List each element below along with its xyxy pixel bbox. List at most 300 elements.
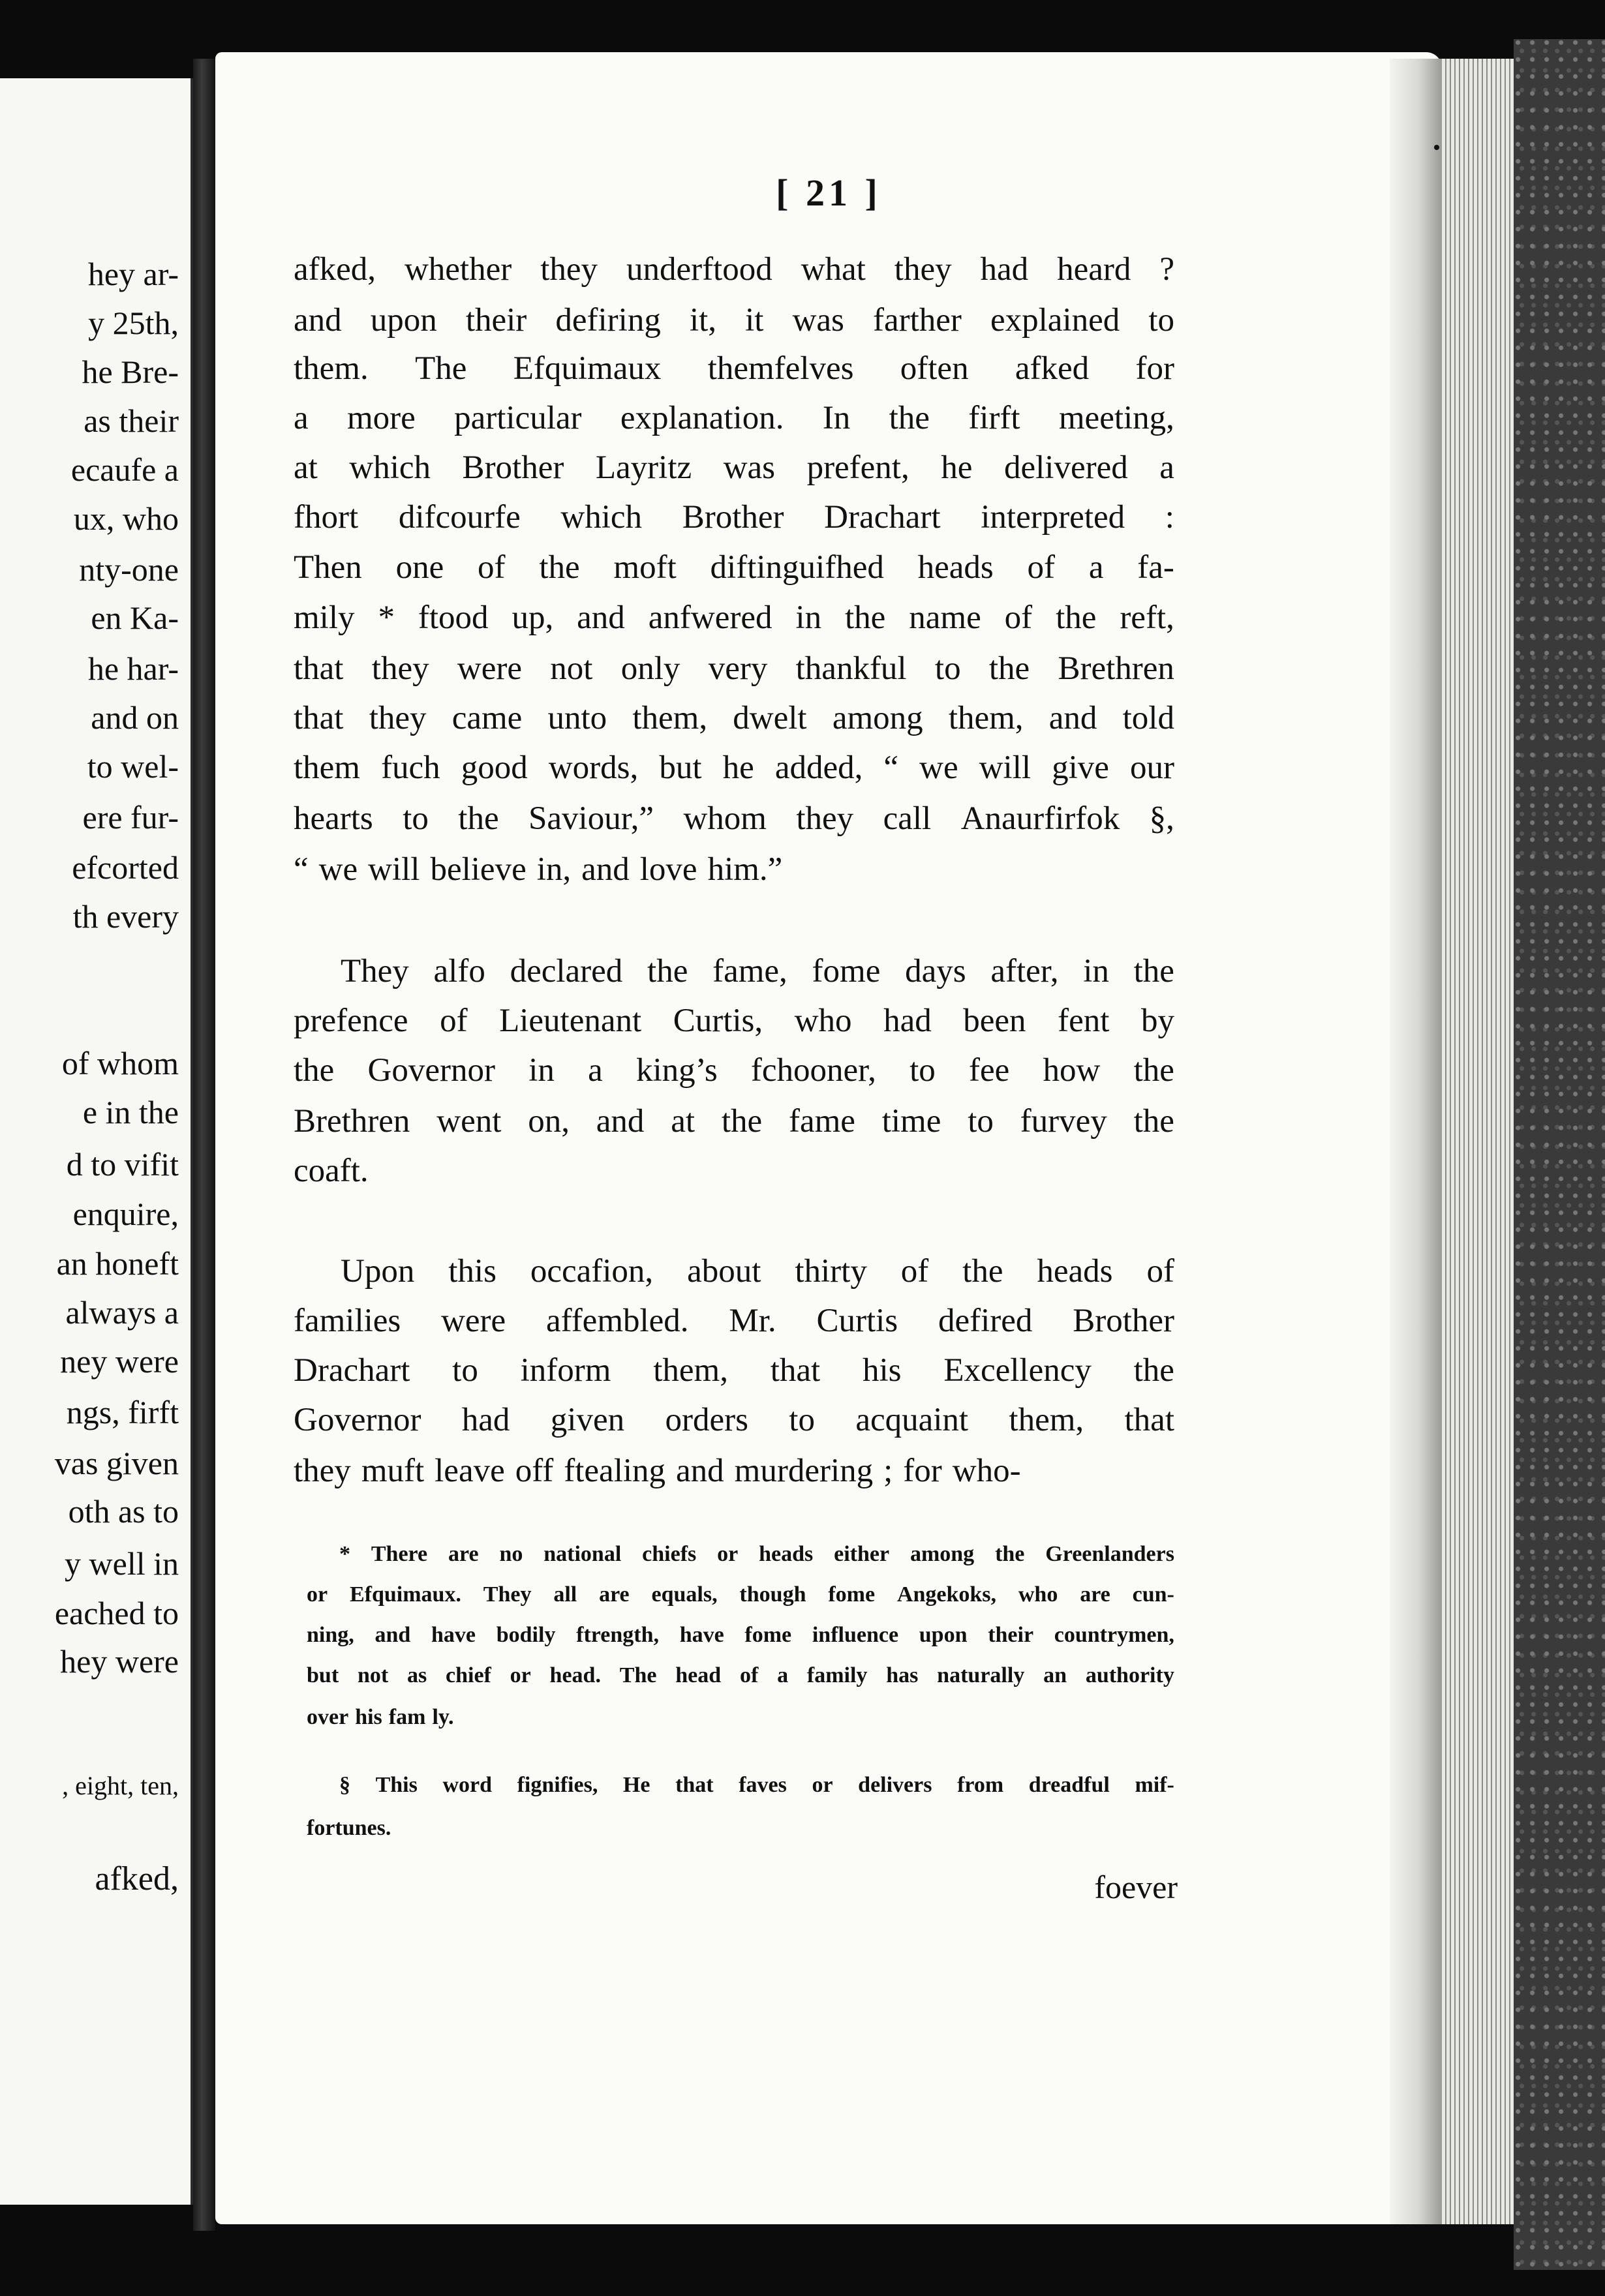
- word: equals,: [651, 1582, 718, 1607]
- word: mif-: [1135, 1773, 1174, 1797]
- current-page: [215, 52, 1442, 2224]
- word: Anaurfirfok: [960, 800, 1120, 837]
- word: very: [708, 650, 768, 687]
- word: the: [1133, 1052, 1174, 1089]
- word: fame: [788, 1103, 855, 1140]
- word: an: [1043, 1663, 1067, 1687]
- word: afked: [1015, 350, 1090, 387]
- text-line: [341, 955, 1174, 988]
- word: affembled.: [546, 1303, 689, 1339]
- word: have: [679, 1623, 724, 1647]
- word: Excellency: [943, 1352, 1092, 1389]
- word: fame,: [712, 953, 787, 989]
- word: of: [1027, 549, 1056, 586]
- word: had: [883, 1003, 932, 1039]
- word: either: [834, 1542, 890, 1566]
- word: off: [515, 1453, 554, 1489]
- word: call: [883, 800, 932, 837]
- word: “: [883, 749, 899, 786]
- word: all: [553, 1582, 577, 1607]
- word: This: [375, 1773, 418, 1797]
- word: Brother: [462, 449, 564, 486]
- word: went: [436, 1103, 502, 1140]
- word: them,: [632, 700, 708, 736]
- text-line: [294, 1105, 1174, 1138]
- word: they: [294, 1453, 351, 1489]
- word: and: [577, 599, 625, 636]
- word: Curtis: [816, 1303, 898, 1339]
- word: unto: [547, 700, 607, 736]
- word: not: [550, 650, 593, 687]
- word: after,: [990, 953, 1059, 989]
- word: fam: [388, 1705, 426, 1729]
- word: he: [722, 749, 754, 786]
- text-line: [294, 304, 1174, 337]
- word: the: [539, 549, 580, 586]
- word: Brother: [1073, 1303, 1174, 1339]
- word: countrymen,: [1054, 1623, 1174, 1647]
- word: the: [458, 800, 499, 837]
- word: been: [963, 1003, 1026, 1039]
- text-line: [294, 352, 1174, 385]
- left-page-catchword: afked,: [95, 1860, 179, 1897]
- word: ftood: [418, 599, 489, 636]
- left-page-line: ecaufe a: [70, 451, 179, 488]
- left-page-line: ux, who: [73, 500, 179, 537]
- word: on,: [528, 1103, 570, 1140]
- word: them: [294, 749, 360, 786]
- word: added,: [774, 749, 863, 786]
- word: themfelves: [707, 350, 854, 387]
- word: The: [619, 1663, 657, 1687]
- word: Lieutenant: [499, 1003, 642, 1039]
- word: the: [988, 650, 1030, 687]
- text-line: [294, 1455, 1174, 1488]
- left-page-line: y well in: [65, 1545, 179, 1582]
- word: a: [1159, 449, 1174, 486]
- left-page-line: always a: [65, 1294, 179, 1331]
- word: influence: [812, 1623, 899, 1647]
- page-stack: [1442, 59, 1514, 2224]
- word: anfwered: [648, 599, 772, 636]
- text-line: [294, 1004, 1174, 1038]
- word: word: [442, 1773, 493, 1797]
- word: the: [845, 599, 886, 636]
- word: fent: [1058, 1003, 1110, 1039]
- word: about: [687, 1253, 761, 1290]
- word: dreadful: [1028, 1773, 1110, 1797]
- word: love: [639, 851, 697, 888]
- word: families: [294, 1303, 401, 1339]
- text-line: [294, 402, 1174, 435]
- word: that: [294, 700, 344, 736]
- word: :: [1165, 499, 1174, 536]
- text-line: [294, 501, 1174, 534]
- text-line: [294, 1305, 1174, 1338]
- word: There: [371, 1542, 428, 1566]
- word: from: [957, 1773, 1004, 1797]
- word: and: [676, 1453, 724, 1489]
- word: for: [903, 1453, 942, 1489]
- left-page-line: y 25th,: [88, 305, 179, 341]
- word: what: [801, 251, 866, 288]
- word: the: [889, 400, 930, 436]
- page-edge-shadow: [1390, 59, 1442, 2224]
- word: or: [510, 1663, 531, 1687]
- word: or: [717, 1542, 739, 1566]
- word: or: [307, 1582, 328, 1607]
- word: but: [307, 1663, 339, 1687]
- word: authority: [1085, 1663, 1174, 1687]
- left-page-line: nty-one: [79, 551, 179, 588]
- word: reft,: [1120, 599, 1174, 636]
- word: Efquimaux.: [349, 1582, 461, 1607]
- left-page-line: enquire,: [72, 1196, 179, 1232]
- word: occafion,: [530, 1253, 654, 1290]
- word: over: [307, 1705, 349, 1729]
- left-page-line: he har-: [87, 650, 179, 687]
- word: fignifies,: [517, 1773, 598, 1797]
- left-page-line: of whom: [61, 1045, 179, 1081]
- word: in,: [536, 851, 572, 888]
- word: have: [431, 1623, 476, 1647]
- word: head.: [549, 1663, 601, 1687]
- word: afked,: [294, 251, 376, 288]
- word: among: [832, 700, 923, 736]
- word: their: [465, 302, 527, 339]
- word: Governor: [367, 1052, 495, 1089]
- word: heads: [1037, 1253, 1113, 1290]
- word: ftrength,: [576, 1623, 659, 1647]
- word: diftinguifhed: [710, 549, 884, 586]
- word: Brother: [682, 499, 784, 536]
- word: who: [1018, 1582, 1058, 1607]
- word: or: [812, 1773, 833, 1797]
- word: to: [910, 1052, 936, 1089]
- word: furvey: [1020, 1103, 1107, 1140]
- word: He: [622, 1773, 650, 1797]
- word: firft: [968, 400, 1020, 436]
- word: fa-: [1137, 549, 1174, 586]
- word: defiring: [555, 302, 661, 339]
- word: a: [1088, 549, 1104, 586]
- footnote-line: [307, 1817, 1174, 1839]
- word: delivers: [858, 1773, 932, 1797]
- word: fome: [744, 1623, 792, 1647]
- left-page-line: e in the: [82, 1094, 179, 1130]
- word: we: [318, 851, 358, 888]
- word: alfo: [433, 953, 485, 989]
- word: ly.: [432, 1705, 454, 1729]
- text-line: [294, 1404, 1174, 1437]
- word: had: [461, 1402, 510, 1438]
- word: heads: [917, 549, 994, 586]
- left-page-footnote-line: , eight, ten,: [62, 1771, 179, 1800]
- word: heads: [759, 1542, 814, 1566]
- word: fuch: [381, 749, 440, 786]
- word: the: [962, 1253, 1003, 1290]
- word: Brethren: [1058, 650, 1174, 687]
- left-page-line: efcorted: [72, 849, 179, 886]
- word: to: [934, 650, 961, 687]
- left-page-line: hey ar-: [87, 256, 179, 292]
- word: a: [588, 1052, 603, 1089]
- word: the: [294, 1052, 335, 1089]
- word: to: [789, 1402, 815, 1438]
- ink-speck: [1434, 145, 1439, 150]
- word: *: [339, 1542, 350, 1566]
- word: it: [745, 302, 764, 339]
- word: as: [406, 1663, 427, 1687]
- left-page-line: th every: [72, 898, 179, 935]
- word: are: [1080, 1582, 1110, 1607]
- word: his: [863, 1352, 902, 1389]
- left-page-line: to wel-: [87, 748, 179, 785]
- word: had: [980, 251, 1029, 288]
- word: by: [1140, 1003, 1174, 1039]
- word: acquaint: [855, 1402, 969, 1438]
- word: defired: [938, 1303, 1033, 1339]
- left-page-line: ney were: [60, 1343, 179, 1380]
- text-line: [294, 652, 1174, 686]
- word: whether: [404, 251, 512, 288]
- word: of: [478, 549, 506, 586]
- word: were: [441, 1303, 506, 1339]
- word: Then: [294, 549, 362, 586]
- word: In: [822, 400, 851, 436]
- word: hearts: [294, 800, 373, 837]
- word: muft: [361, 1453, 425, 1489]
- word: at: [294, 449, 318, 486]
- word: the: [1133, 953, 1174, 989]
- word: name: [909, 599, 981, 636]
- word: and: [581, 851, 630, 888]
- word: words,: [548, 749, 639, 786]
- word: the: [647, 953, 688, 989]
- word: The: [415, 350, 467, 387]
- word: thankful: [795, 650, 907, 687]
- word: ftealing: [564, 1453, 666, 1489]
- word: the: [1133, 1352, 1174, 1389]
- word: a: [777, 1663, 789, 1687]
- word: declared: [510, 953, 623, 989]
- word: leave: [435, 1453, 505, 1489]
- word: §: [339, 1773, 350, 1797]
- word: them,: [1009, 1402, 1084, 1438]
- word: they: [796, 800, 854, 837]
- text-line: [294, 702, 1174, 735]
- word: chief: [446, 1663, 491, 1687]
- word: believe: [430, 851, 527, 888]
- left-page-line: d to vifit: [66, 1146, 179, 1183]
- word: in: [528, 1052, 555, 1089]
- left-page-line: oth as to: [68, 1493, 179, 1530]
- word: him.”: [707, 851, 783, 888]
- word: national: [543, 1542, 622, 1566]
- word: not: [357, 1663, 389, 1687]
- left-page-line: he Bre-: [82, 354, 179, 390]
- word: murdering: [734, 1453, 874, 1489]
- word: that: [294, 650, 344, 687]
- footnote-line: [307, 1665, 1174, 1687]
- word: ning,: [307, 1623, 354, 1647]
- word: they: [540, 251, 598, 288]
- left-page-line: as their: [84, 402, 179, 439]
- word: They: [483, 1582, 532, 1607]
- left-page-line: vas given: [54, 1445, 179, 1481]
- word: they: [369, 700, 427, 736]
- word: ;: [883, 1453, 893, 1489]
- word: *: [378, 599, 395, 636]
- word: them,: [653, 1352, 728, 1389]
- text-line: [294, 451, 1174, 485]
- word: has: [886, 1663, 919, 1687]
- word: in: [795, 599, 822, 636]
- word: orders: [665, 1402, 748, 1438]
- word: the: [995, 1542, 1025, 1566]
- word: difcourfe: [398, 499, 521, 536]
- word: fhort: [294, 499, 359, 536]
- word: interpreted: [981, 499, 1125, 536]
- word: fchooner,: [750, 1052, 876, 1089]
- word: days: [905, 953, 966, 989]
- word: thirty: [795, 1253, 867, 1290]
- left-page-line: and on: [91, 699, 179, 736]
- word: coaft.: [294, 1153, 369, 1189]
- text-line: [294, 802, 1174, 836]
- book-cover-board: [1514, 39, 1605, 2270]
- word: he: [941, 449, 973, 486]
- footnote-line: [307, 1584, 1174, 1606]
- word: fome: [828, 1582, 876, 1607]
- word: Governor: [294, 1402, 421, 1438]
- word: that: [770, 1352, 821, 1389]
- word: Drachart: [824, 499, 941, 536]
- word: fortunes.: [307, 1816, 391, 1840]
- word: which: [349, 449, 431, 486]
- word: Brethren: [294, 1103, 410, 1140]
- text-line: [294, 1354, 1174, 1387]
- left-page-line: hey were: [60, 1643, 179, 1680]
- word: are: [448, 1542, 479, 1566]
- word: them.: [294, 350, 369, 387]
- word: chiefs: [642, 1542, 697, 1566]
- footnote-line: [339, 1543, 1174, 1565]
- word: upon: [370, 302, 437, 339]
- word: but: [659, 749, 702, 786]
- word: for: [1135, 350, 1174, 387]
- left-page-line: en Ka-: [91, 599, 179, 636]
- word: Mr.: [729, 1303, 776, 1339]
- word: was: [723, 449, 776, 486]
- word: of: [900, 1253, 929, 1290]
- word: prefent,: [806, 449, 910, 486]
- word: explained: [990, 302, 1120, 339]
- text-line: [294, 1155, 1174, 1188]
- word: their: [988, 1623, 1034, 1647]
- word: to: [1148, 302, 1174, 339]
- word: give: [1052, 749, 1109, 786]
- word: of: [1004, 599, 1033, 636]
- word: our: [1130, 749, 1174, 786]
- text-line: [294, 853, 1174, 886]
- previous-page-fragment: [0, 78, 193, 2205]
- word: one: [395, 549, 444, 586]
- word: Upon: [341, 1253, 415, 1290]
- word: his: [355, 1705, 382, 1729]
- word: and: [1048, 700, 1097, 736]
- word: only: [620, 650, 680, 687]
- word: who: [794, 1003, 852, 1039]
- word: a: [294, 400, 309, 436]
- word: though: [739, 1582, 806, 1607]
- word: head: [675, 1663, 722, 1687]
- word: ?: [1159, 251, 1174, 288]
- word: often: [900, 350, 969, 387]
- word: whom: [683, 800, 767, 837]
- word: this: [448, 1253, 497, 1290]
- word: king’s: [636, 1052, 718, 1089]
- word: the: [1133, 1103, 1174, 1140]
- word: §,: [1149, 800, 1174, 837]
- left-page-line: ngs, firft: [66, 1394, 179, 1430]
- catchword: foever: [1094, 1869, 1178, 1905]
- word: it,: [689, 302, 717, 339]
- word: were: [457, 650, 522, 687]
- word: mily: [294, 599, 355, 636]
- left-page-line: ere fur-: [82, 799, 179, 836]
- word: the: [1056, 599, 1097, 636]
- word: moft: [613, 549, 677, 586]
- word: particular: [454, 400, 582, 436]
- word: are: [599, 1582, 630, 1607]
- word: prefence: [294, 1003, 408, 1039]
- word: “: [294, 851, 309, 888]
- word: of: [440, 1003, 468, 1039]
- word: who-: [952, 1453, 1021, 1489]
- word: to: [403, 800, 429, 837]
- word: meeting,: [1058, 400, 1174, 436]
- text-line: [294, 601, 1174, 635]
- word: They: [341, 953, 409, 989]
- word: Layritz: [595, 449, 692, 486]
- footnote-line: [307, 1624, 1174, 1646]
- word: faves: [739, 1773, 787, 1797]
- word: cun-: [1132, 1582, 1174, 1607]
- word: and: [596, 1103, 645, 1140]
- word: was: [792, 302, 844, 339]
- footnote-line: [339, 1774, 1174, 1796]
- word: no: [499, 1542, 523, 1566]
- word: delivered: [1003, 449, 1128, 486]
- word: that: [1124, 1402, 1174, 1438]
- left-page-line: an honeft: [56, 1245, 179, 1282]
- word: more: [346, 400, 416, 436]
- word: to: [452, 1352, 478, 1389]
- word: came: [451, 700, 523, 736]
- word: naturally: [937, 1663, 1025, 1687]
- word: will: [368, 851, 420, 888]
- word: family: [806, 1663, 868, 1687]
- text-line: [294, 253, 1174, 286]
- word: Saviour,”: [528, 800, 654, 837]
- word: Curtis,: [673, 1003, 763, 1039]
- word: and: [294, 302, 342, 339]
- word: told: [1122, 700, 1174, 736]
- text-line: [294, 751, 1174, 785]
- word: how: [1043, 1052, 1101, 1089]
- word: bodily: [496, 1623, 556, 1647]
